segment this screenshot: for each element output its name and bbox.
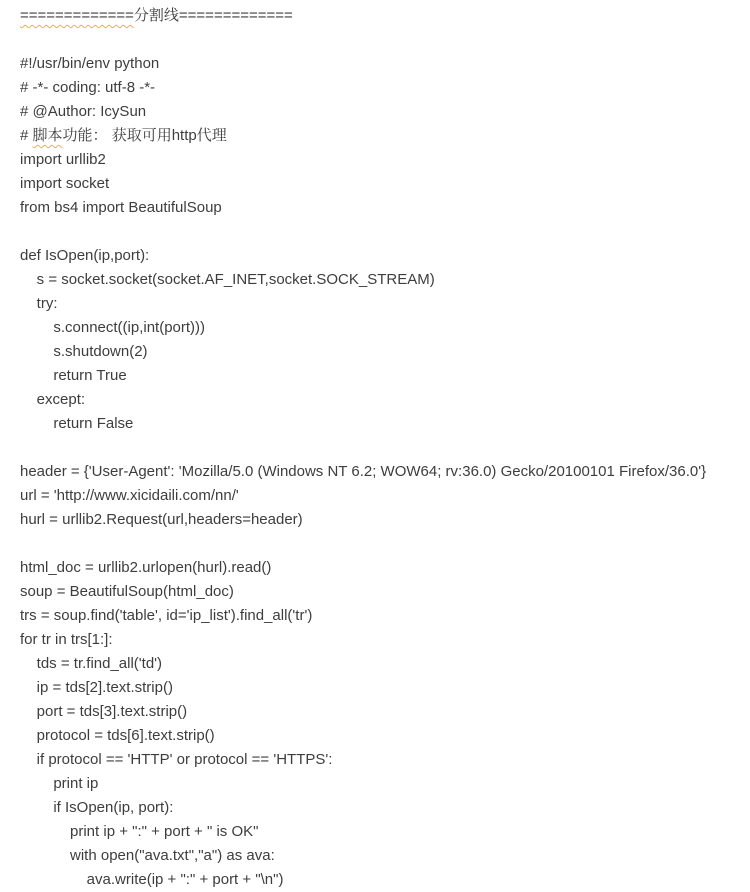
code-line: def IsOpen(ip,port):	[20, 247, 150, 264]
divider-line	[20, 4, 746, 28]
code-line: tds = tr.find_all('td')	[20, 655, 163, 672]
divider-equals-left: =============	[20, 7, 134, 24]
code-block-isopen-function	[20, 244, 746, 436]
comment-prefix: #	[20, 127, 33, 144]
code-line: #!/usr/bin/env python	[20, 55, 160, 72]
code-line: soup = BeautifulSoup(html_doc)	[20, 583, 234, 600]
code-line: trs = soup.find('table', id='ip_list').find_all('tr')	[20, 607, 313, 624]
code-line: s.shutdown(2)	[20, 343, 148, 360]
code-line: print ip + ":" + port + " is OK"	[20, 823, 259, 840]
blank-line	[20, 220, 746, 244]
code-line: port = tds[3].text.strip()	[20, 703, 188, 720]
code-line: return True	[20, 367, 127, 384]
code-line: if IsOpen(ip, port):	[20, 799, 174, 816]
code-line: try:	[20, 295, 58, 312]
code-line: ip = tds[2].text.strip()	[20, 679, 173, 696]
code-line: with open("ava.txt","a") as ava:	[20, 847, 275, 864]
comment-rest: 功能： 获取可用http代理	[62, 127, 227, 144]
blank-line	[20, 436, 746, 460]
divider-equals-right: =============	[178, 7, 293, 24]
divider-label: 分割线	[133, 7, 179, 24]
code-line-function-comment	[20, 124, 746, 148]
code-line: protocol = tds[6].text.strip()	[20, 727, 215, 744]
code-line: header = {'User-Agent': 'Mozilla/5.0 (Windows NT 6.2; WOW64; rv:36.0) Gecko/20100101 Firefox/36.0'}	[20, 463, 707, 480]
code-line: # -*- coding: utf-8 -*-	[20, 79, 156, 96]
code-line: url = 'http://www.xicidaili.com/nn/'	[20, 487, 239, 504]
code-line: s = socket.socket(socket.AF_INET,socket.SOCK_STREAM)	[20, 271, 435, 288]
code-line: import socket	[20, 175, 110, 192]
code-line: hurl = urllib2.Request(url,headers=header)	[20, 511, 303, 528]
code-block-request-setup	[20, 460, 746, 532]
code-line: print ip	[20, 775, 99, 792]
code-line: # @Author: IcySun	[20, 103, 147, 120]
code-line: except:	[20, 391, 86, 408]
blank-line	[20, 28, 746, 52]
code-line: from bs4 import BeautifulSoup	[20, 199, 222, 216]
code-line: html_doc = urllib2.urlopen(hurl).read()	[20, 559, 272, 576]
comment-flagged-word: 脚本	[32, 127, 63, 144]
code-block-header	[20, 52, 746, 220]
code-line: return False	[20, 415, 134, 432]
code-block-main-loop	[20, 556, 746, 892]
code-line: ava.write(ip + ":" + port + "\n")	[20, 871, 284, 888]
code-line: if protocol == 'HTTP' or protocol == 'HTTPS':	[20, 751, 333, 768]
code-line: for tr in trs[1:]:	[20, 631, 113, 648]
code-line: import urllib2	[20, 151, 106, 168]
blank-line	[20, 532, 746, 556]
code-line: s.connect((ip,int(port)))	[20, 319, 206, 336]
